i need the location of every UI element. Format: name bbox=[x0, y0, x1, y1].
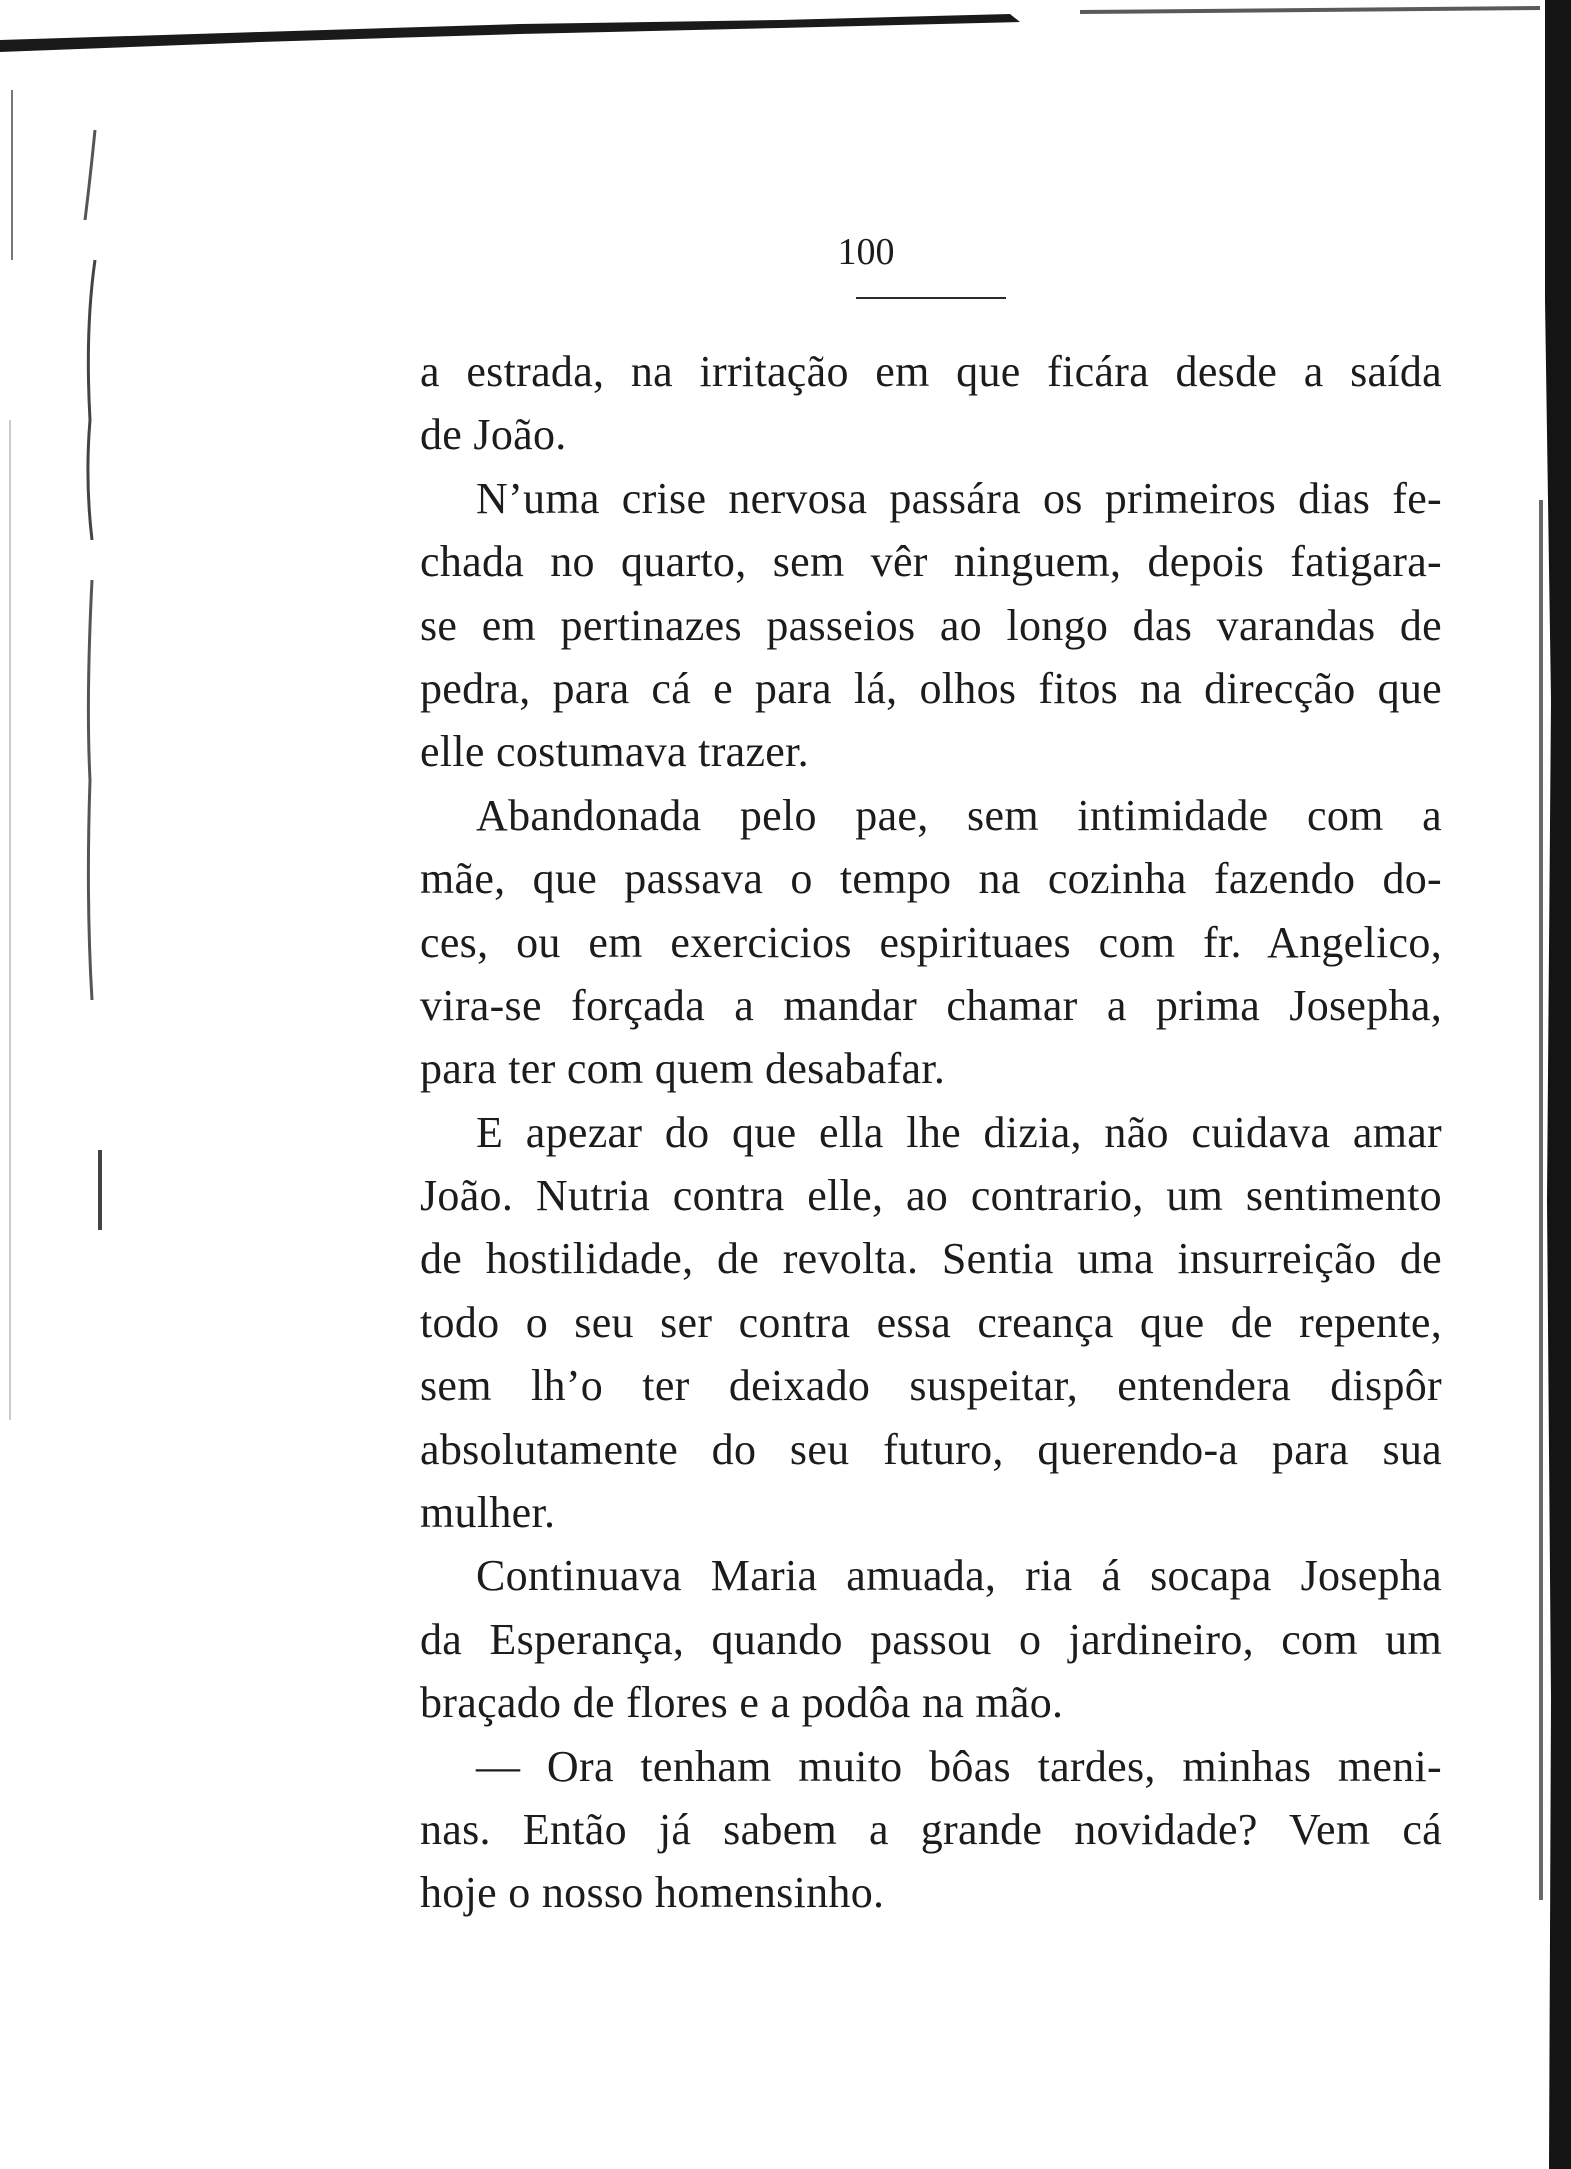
text-line: vira-se forçada a mandar chamar a prima Josepha, bbox=[420, 980, 1442, 1030]
text-line: hoje o nosso homensinho. bbox=[420, 1868, 885, 1918]
text-line: chada no quarto, sem vêr ninguem, depois fatigara- bbox=[420, 537, 1442, 587]
page-number: 100 bbox=[837, 231, 895, 273]
scan-binding-shadow bbox=[1531, 0, 1571, 2169]
text-line: mulher. bbox=[420, 1488, 556, 1538]
scan-left-marks bbox=[0, 0, 120, 1500]
text-line: pedra, para cá e para lá, olhos fitos na direcção que bbox=[420, 663, 1442, 713]
text-line: sem lh’o ter deixado suspeitar, entendera dispôr bbox=[420, 1361, 1442, 1411]
text-line: — Ora tenham muito bôas tardes, minhas meni- bbox=[476, 1741, 1442, 1791]
text-line: E apezar do que ella lhe dizia, não cuidava amar bbox=[476, 1107, 1442, 1157]
text-line: braçado de flores e a podôa na mão. bbox=[420, 1678, 1064, 1728]
page-number-rule bbox=[856, 297, 1006, 299]
text-line: a estrada, na irritação em que ficára desde a saída bbox=[420, 347, 1442, 396]
text-line: de hostilidade, de revolta. Sentia uma insurreição de bbox=[420, 1234, 1442, 1284]
text-line: Continuava Maria amuada, ria á socapa Josepha bbox=[476, 1551, 1442, 1601]
text-line: absolutamente do seu futuro, querendo-a para sua bbox=[420, 1424, 1442, 1474]
text-line: de João. bbox=[420, 410, 567, 460]
text-line: da Esperança, quando passou o jardineiro, com um bbox=[420, 1614, 1442, 1664]
scan-top-edge bbox=[0, 0, 1571, 70]
text-line: nas. Então já sabem a grande novidade? Vem cá bbox=[420, 1804, 1442, 1854]
text-line: elle costumava trazer. bbox=[420, 727, 809, 777]
text-line: João. Nutria contra elle, ao contrario, um sentimento bbox=[420, 1171, 1442, 1221]
text-line: mãe, que passava o tempo na cozinha fazendo do- bbox=[420, 854, 1442, 904]
text-line: se em pertinazes passeios ao longo das varandas de bbox=[420, 600, 1442, 650]
text-line: para ter com quem desabafar. bbox=[420, 1044, 946, 1094]
text-line: ces, ou em exercicios espirituaes com fr. Angelico, bbox=[420, 917, 1442, 967]
text-line: Abandonada pelo pae, sem intimidade com a bbox=[476, 790, 1442, 840]
text-line: todo o seu ser contra essa creança que de repente, bbox=[420, 1297, 1442, 1347]
body-text bbox=[420, 340, 1442, 1925]
text-line: N’uma crise nervosa passára os primeiros dias fe- bbox=[476, 473, 1442, 523]
